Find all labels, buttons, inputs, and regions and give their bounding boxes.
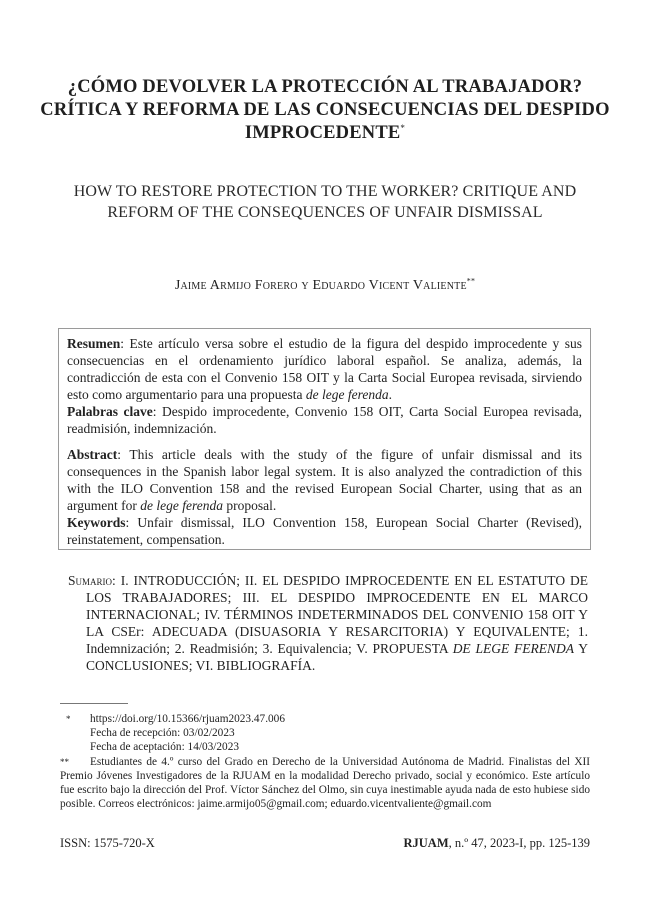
resumen-paragraph	[67, 335, 582, 403]
footnote-2	[60, 755, 590, 812]
keywords-paragraph	[67, 514, 582, 548]
sumario-paragraph	[68, 572, 588, 674]
footer-issn: ISSN: 1575-720-X	[60, 836, 155, 850]
author-names	[40, 278, 610, 294]
palabras-clave-text: : Despido improcedente, Convenio 158 OIT, Carta Social Europea revisada, readmisión, indemnización.	[67, 404, 582, 436]
title-en-line-1: HOW TO RESTORE PROTECTION TO THE WORKER? CRITIQUE AND	[73, 183, 577, 200]
abstract-paragraph	[67, 446, 582, 514]
article-title-spanish	[40, 76, 610, 145]
sumario-italic: DE LEGE FERENDA	[452, 641, 574, 656]
title-es-line-3	[40, 122, 610, 145]
title-es-line-2: CRÍTICA Y REFORMA DE LAS CONSECUENCIAS DEL DESPIDO	[40, 100, 610, 120]
footnote-received-date: Fecha de recepción: 03/02/2023	[90, 727, 235, 740]
footnote-accepted-date: Fecha de aceptación: 14/03/2023	[90, 741, 240, 754]
keywords-label: Keywords	[67, 515, 126, 530]
author-footnote-mark: **	[466, 276, 476, 286]
sumario-text-1: : I. INTRODUCCIÓN; II. EL DESPIDO IMPROCEDENTE EN EL ESTATUTO DE LOS TRABAJADORES; III. EL DESPIDO IMPROCEDENTE EN EL MARCO INTERNACIONAL; IV. TÉRMINOS INDETERMINADOS DEL CONVENIO 158 OIT Y LA CSEr: ADECUADA (DISUASORIA Y RESARCITORIA) Y EQUIVALENTE; 1. Indemnización; 2. Readmisión; 3. Equivalencia; V. PROPUESTA	[86, 573, 588, 656]
footer-journal-name: RJUAM	[403, 836, 449, 850]
footnote-doi: https://doi.org/10.15366/rjuam2023.47.006	[90, 713, 285, 725]
footnote-1-mark: *	[66, 714, 71, 724]
palabras-clave-paragraph	[67, 403, 582, 437]
resumen-text-2: .	[388, 387, 393, 402]
footnote-2-mark: **	[60, 756, 69, 767]
article-title-english	[40, 181, 610, 223]
abstract-box	[58, 328, 591, 550]
resumen-text-1: : Este artículo versa sobre el estudio de la figura del despido improcedente y sus consecuencias en el ordenamiento jurídico laboral español. Se analiza, además, la contradicción de esta con el Convenio 158 OIT y la Carta Social Europea revisada, sirviendo esto como argumentario para una propuesta	[67, 336, 582, 402]
abstract-text-2: proposal.	[222, 498, 277, 513]
title-en-line-2: REFORM OF THE CONSEQUENCES OF UNFAIR DISMISSAL	[107, 204, 543, 221]
footer-issue: , n.º 47, 2023-I, pp. 125-139	[448, 836, 590, 850]
abstract-italic: de lege ferenda	[140, 498, 223, 513]
footnotes	[60, 712, 590, 811]
table-of-contents-summary	[68, 572, 588, 674]
footnote-2-text: Estudiantes de 4.º curso del Grado en Derecho de la Universidad Autónoma de Madrid. Finalistas del XII Premio Jóvenes Investigadores de la RJUAM en la modalidad Derecho privado, social y económico. Este artículo fue escrito bajo la dirección del Prof. Víctor Sánchez del Olmo, sin cuya inestimable ayuda nada de esto hubiese sido posible. Correos electrónicos: jaime.armijo05@gmail.com; eduardo.vicentvaliente@gmail.com	[60, 755, 590, 811]
sumario-label: Sumario	[68, 573, 113, 588]
palabras-clave-label: Palabras clave	[67, 404, 153, 419]
abstract-label: Abstract	[67, 447, 118, 462]
resumen-label: Resumen	[67, 336, 121, 351]
author-names-text: Jaime Armijo Forero y Eduardo Vicent Valiente	[174, 278, 467, 293]
title-es-line-1: ¿CÓMO DEVOLVER LA PROTECCIÓN AL TRABAJADOR?	[67, 77, 583, 97]
footer-citation	[403, 836, 590, 851]
abstract-spacer	[67, 437, 582, 446]
footnote-divider	[60, 703, 128, 704]
footnote-1	[60, 712, 590, 755]
title-es-line-3-text: IMPROCEDENTE	[244, 123, 401, 143]
keywords-text: : Unfair dismissal, ILO Convention 158, European Social Charter (Revised), reinstatement, compensation.	[67, 515, 582, 547]
sumario-text-2: Y CONCLUSIONES; VI. BIBLIOGRAFÍA.	[86, 641, 588, 673]
abstract-text-1: : This article deals with the study of the figure of unfair dismissal and its consequences in the Spanish labor legal system. It is also analyzed the contradiction of this with the ILO Convention 158 and the revised European Social Charter, using that as an argument for	[67, 447, 582, 513]
title-footnote-mark: *	[400, 122, 406, 133]
resumen-italic: de lege ferenda	[305, 387, 389, 402]
